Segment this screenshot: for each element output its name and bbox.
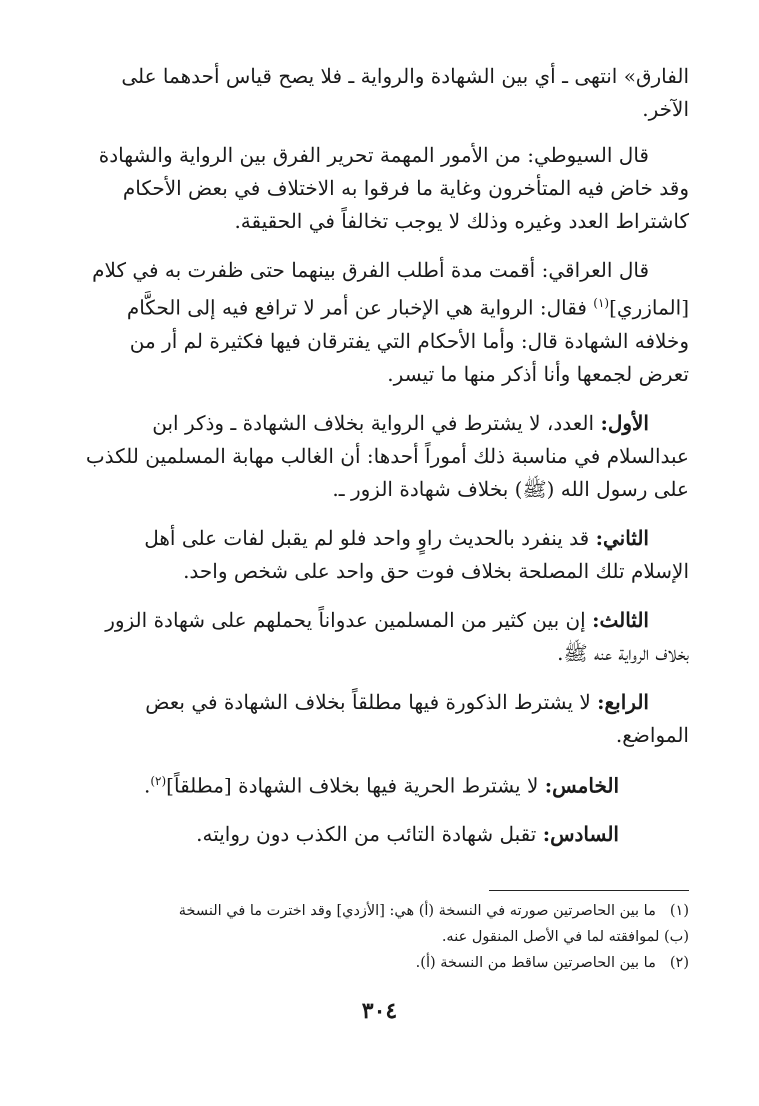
text-line: وقد خاض فيه المتأخرون وغاية ما فرقوا به الاختلاف في بعض الأحكام	[122, 176, 689, 200]
paragraph-fifth	[70, 765, 689, 803]
paragraph-sixth	[70, 818, 689, 851]
page-number: ٣٠٤	[361, 998, 398, 1024]
footnote-number: (١)	[669, 903, 689, 919]
footnote-text: ما بين الحاصرتين ساقط من النسخة (أ).	[415, 955, 656, 971]
paragraph-intro	[70, 60, 689, 126]
paragraph-suyuti	[70, 139, 689, 238]
footnote-1	[70, 898, 689, 924]
paragraph-second	[70, 522, 689, 588]
item-keyword: السادس:	[542, 822, 619, 847]
text-line: الآخر.	[642, 97, 689, 121]
text-line: قال العراقي: أقمت مدة أطلب الفرق بينهما حتى ظفرت به في كلام	[92, 258, 649, 282]
text-line: قال السيوطي: من الأمور المهمة تحرير الفرق بين الرواية والشهادة	[98, 143, 649, 167]
footnotes	[70, 898, 689, 976]
text-line	[70, 765, 689, 803]
text-line: الفارق» انتهى ـ أي بين الشهادة والرواية ـ فلا يصح قياس أحدهما على	[121, 64, 689, 88]
text-fragment: لا يشترط الحرية فيها بخلاف الشهادة [مطلقاً]	[166, 773, 539, 798]
text-line	[70, 287, 689, 325]
text-line: المواضع.	[615, 722, 689, 747]
paragraph-first	[70, 407, 689, 506]
footnote-ref-2: (٢)	[150, 773, 167, 788]
text-fragment: العدد، لا يشترط في الرواية بخلاف الشهادة ـ وذكر ابن	[152, 410, 595, 435]
text-line	[70, 407, 689, 440]
text-line: عبدالسلام في مناسبة ذلك أموراً أحدها: أن الغالب مهابة المسلمين للكذب	[85, 443, 689, 468]
text-line: بخلاف الرواية عنه ﷺ.	[557, 640, 689, 665]
text-fragment: لا يشترط الذكورة فيها مطلقاً بخلاف الشهادة في بعض	[145, 689, 591, 714]
text-line	[70, 686, 689, 719]
text-line	[70, 818, 689, 851]
footnote-divider	[489, 890, 689, 891]
paragraph-iraqi	[70, 254, 689, 391]
text-line: وخلافه الشهادة قال: وأما الأحكام التي يفترقان فيها فكثيرة لم أر من	[129, 328, 689, 353]
item-keyword: الثالث:	[592, 607, 649, 632]
footnote-2	[70, 950, 689, 976]
bracketed-name: [المازري]	[609, 295, 689, 320]
text-fragment: إن بين كثير من المسلمين عدواناً يحملهم على شهادة الزور	[105, 607, 586, 632]
item-keyword: الثاني:	[595, 525, 649, 550]
text-line: على رسول الله (ﷺ) بخلاف شهادة الزور ـ.	[332, 476, 689, 501]
text-fragment: فقال: الرواية هي الإخبار عن أمر لا ترافع فيه إلى الحكَّام	[126, 295, 587, 320]
item-keyword: الرابع:	[597, 689, 649, 714]
text-fragment: قد ينفرد بالحديث راوٍ واحد فلو لم يقبل لفات على أهل	[144, 525, 590, 550]
text-line	[70, 522, 689, 555]
text-line: الإسلام تلك المصلحة بخلاف فوت حق واحد على شخص واحد.	[183, 558, 689, 583]
item-keyword: الأول:	[600, 410, 649, 435]
paragraph-fourth	[70, 686, 689, 752]
text-line: تعرض لجمعها وأنا أذكر منها ما تيسر.	[387, 361, 689, 386]
text-line: كاشتراط العدد وغيره وذلك لا يوجب تخالفاً في الحقيقة.	[234, 209, 689, 233]
footnote-ref-1: (١)	[593, 296, 610, 310]
text-line	[70, 604, 689, 637]
paragraph-third	[70, 604, 689, 670]
text-fragment: .	[143, 773, 151, 798]
item-keyword: الخامس:	[544, 773, 619, 798]
text-fragment: تقبل شهادة التائب من الكذب دون روايته.	[196, 822, 537, 847]
footnote-number: (٢)	[669, 955, 689, 971]
main-text	[70, 60, 689, 851]
footnote-text: ما بين الحاصرتين صورته في النسخة (أ) هي: [الأزدي] وقد اخترت ما في النسخة	[178, 903, 656, 919]
footnote-1-cont: (ب) لموافقته لما في الأصل المنقول عنه.	[441, 929, 689, 945]
